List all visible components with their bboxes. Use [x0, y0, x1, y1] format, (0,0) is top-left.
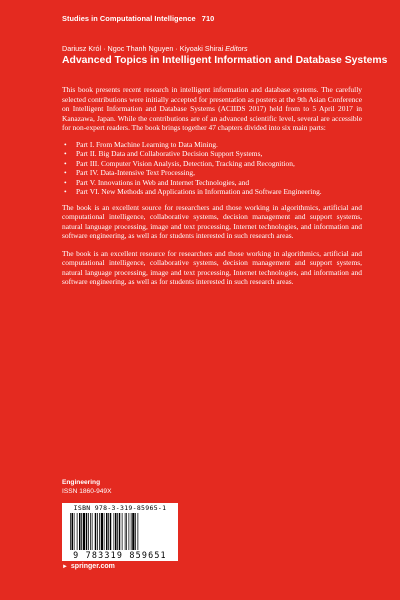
- part-item: • Part IV. Data-Intensive Text Processing,: [62, 168, 362, 178]
- back-cover-text: [62, 85, 362, 287]
- editors-line: [62, 44, 248, 53]
- barcode-icon: [62, 503, 178, 561]
- part-item: • Part II. Big Data and Collaborative Decision Support Systems,: [62, 149, 362, 159]
- part-item: • Part I. From Machine Learning to Data Mining.: [62, 140, 362, 150]
- series-line: [62, 14, 214, 23]
- audience-paragraph: The book is an excellent source for researchers and those working in algorithmics, artificial and computational intelligence, collaborative systems, decision management and support systems, natural language processing, image and text processing, Internet technologies, and information and software engineering, as well as for students interested in such research areas.: [62, 202, 362, 240]
- editors-label: Editors: [225, 44, 248, 53]
- resource-paragraph: The book is an excellent resource for researchers and those working in algorithmics, artificial and computational intelligence, collaborative systems, decision management and support systems, natural language processing, image and text processing, Internet technologies, and information and software engineering, as well as for students interested in such research areas.: [62, 248, 362, 286]
- part-item: • Part III. Computer Vision Analysis, Detection, Tracking and Recognition,: [62, 159, 362, 169]
- website-link[interactable]: [62, 563, 115, 570]
- subject-label: Engineering: [62, 479, 101, 486]
- arrow-right-icon: ►: [62, 564, 68, 570]
- series-volume: 710: [201, 14, 215, 23]
- series-name: Studies in Computational Intelligence: [62, 14, 196, 23]
- part-item: • Part VI. New Methods and Applications in Information and Software Engineering.: [62, 187, 362, 197]
- book-title: Advanced Topics in Intelligent Information and Database Systems: [62, 55, 388, 66]
- parts-list: [62, 140, 362, 197]
- website-text: springer.com: [70, 563, 115, 570]
- footer-block: [62, 478, 112, 496]
- isbn-text: ISBN 978-3-319-85965-1: [73, 504, 167, 512]
- issn-label: ISSN 1860-949X: [62, 488, 112, 495]
- part-item: • Part V. Innovations in Web and Internet Technologies, and: [62, 178, 362, 188]
- barcode-bars: [70, 513, 170, 550]
- editor-names: Dariusz Król · Ngoc Thanh Nguyen · Kiyoaki Shirai: [62, 44, 224, 53]
- isbn-digits: 9 783319 859651: [73, 550, 167, 560]
- intro-paragraph: This book presents recent research in intelligent information and database systems. The carefully selected contributions were initially accepted for presentation as posters at the 9th Asian Conference on Intelligent Information and Database Systems (ACIIDS 2017) held from to 5 April 2017 in Kanazawa, Japan. While the contributions are of an advanced scientific level, several are accessible for non-expert readers. The book brings together 47 chapters divided into six main parts:: [62, 85, 362, 132]
